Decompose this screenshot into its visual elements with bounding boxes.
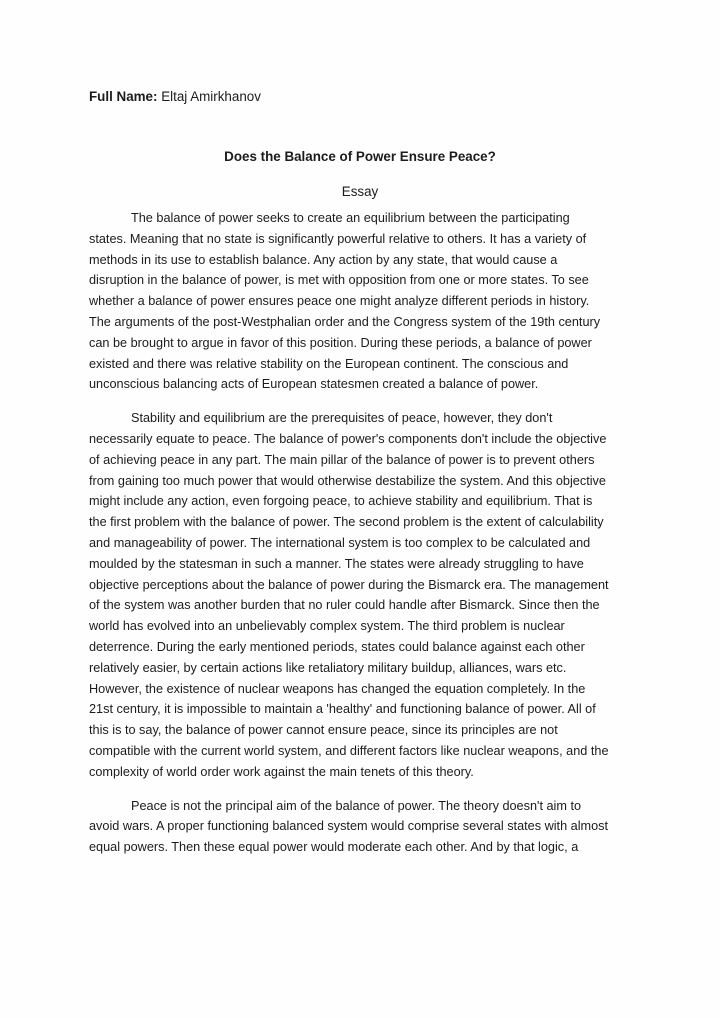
paragraph	[89, 408, 649, 782]
text-line: world has evolved into an unbelievably complex system. The third problem is nuclear	[89, 619, 565, 634]
text-line: can be brought to argue in favor of this position. During these periods, a balance of power	[89, 335, 592, 350]
text-line: this is to say, the balance of power cannot ensure peace, since its principles are not	[89, 723, 558, 738]
text-line: relatively easier, by certain actions like retaliatory military buildup, alliances, wars etc.	[89, 660, 567, 675]
text-line: compatible with the current world system, and different factors like nuclear weapons, and the	[89, 743, 609, 758]
text-line: and manageability of power. The international system is too complex to be calculated and	[89, 535, 591, 550]
text-line: the first problem with the balance of power. The second problem is the extent of calculability	[89, 515, 604, 530]
text-line: methods in its use to establish balance. Any action by any state, that would cause a	[89, 252, 558, 267]
text-line: deterrence. During the early mentioned periods, states could balance against each other	[89, 639, 585, 654]
text-line: Peace is not the principal aim of the balance of power. The theory doesn't aim to	[131, 798, 582, 813]
text-line: disruption in the balance of power, is met with opposition from one or more states. To see	[89, 273, 589, 288]
text-line: necessarily equate to peace. The balance of power's components don't include the objective	[89, 431, 607, 446]
text-line: 21st century, it is impossible to maintain a 'healthy' and functioning balance of power. All of	[89, 702, 596, 717]
text-line: equal powers. Then these equal power would moderate each other. And by that logic, a	[89, 840, 579, 855]
full-name-label: Full Name:	[89, 89, 158, 104]
text-line: might include any action, even forgoing peace, to achieve stability and equilibrium. That is	[89, 494, 593, 509]
text-line: moulded by the statesman in such a manner. The states were already struggling to have	[89, 556, 584, 571]
text-line: The balance of power seeks to create an equilibrium between the participating	[131, 211, 570, 225]
text-line: complexity of world order work against the main tenets of this theory.	[89, 764, 474, 779]
paragraph	[89, 208, 649, 395]
text-line: Stability and equilibrium are the prerequisites of peace, however, they don't	[131, 411, 553, 426]
text-line: states. Meaning that no state is significantly powerful relative to others. It has a variety of	[89, 231, 587, 246]
text-line: of the system was another burden that no ruler could handle after Bismarck. Since then the	[89, 598, 600, 613]
essay-body	[89, 208, 649, 871]
text-line: However, the existence of nuclear weapons has changed the equation completely. In the	[89, 681, 586, 696]
text-line: objective perceptions about the balance of power during the Bismarck era. The management	[89, 577, 609, 592]
paragraph	[89, 796, 649, 858]
text-line: existed and there was relative stability on the European continent. The conscious and	[89, 356, 569, 371]
full-name-value: Eltaj Amirkhanov	[161, 89, 261, 104]
essay-title: Does the Balance of Power Ensure Peace?	[224, 149, 496, 164]
text-line: unconscious balancing acts of European statesmen created a balance of power.	[89, 377, 539, 392]
text-line: whether a balance of power ensures peace one might analyze different periods in history.	[89, 294, 590, 309]
text-line: avoid wars. A proper functioning balanced system would comprise several states with almost	[89, 819, 609, 834]
text-line: of achieving peace in any part. The main pillar of the balance of power is to prevent others	[89, 452, 595, 467]
text-line: from gaining too much power that would otherwise destabilize the system. And this objective	[89, 473, 606, 488]
author-line	[89, 88, 261, 105]
text-line: The arguments of the post-Westphalian order and the Congress system of the 19th century	[89, 314, 601, 329]
essay-subtitle: Essay	[341, 184, 379, 199]
